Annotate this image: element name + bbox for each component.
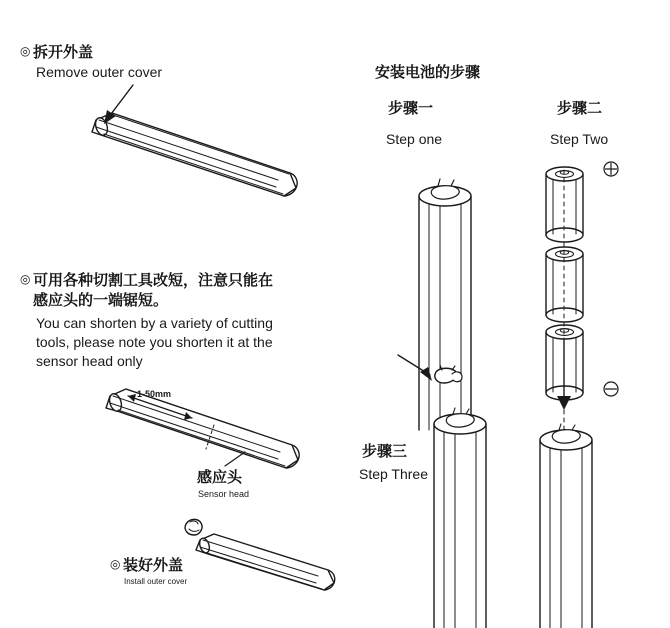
tube-install-cover [196, 534, 335, 590]
step-one-label-en: Step one [386, 131, 443, 147]
sensor-head-label-en: Sensor head [198, 489, 250, 499]
step-two-label-en: Step Two [550, 131, 609, 147]
install-cover-title-en: Install outer cover [124, 577, 188, 586]
tube-shorten [106, 389, 299, 468]
shorten-title-en-line1: You can shorten by a variety of cutting [36, 315, 273, 331]
step-one-detached-cap [398, 355, 462, 383]
step-one-label-cn: 步骤一 [388, 99, 434, 117]
cover-cap-piece [185, 519, 202, 535]
tube-remove-cover [92, 113, 297, 196]
shorten-title-en-line3: sensor head only [36, 353, 143, 369]
bullet-icon-remove-cover: ◎ [20, 44, 31, 58]
step-three-tube [434, 408, 486, 628]
remove-cover-title-cn: 拆开外盖 [33, 43, 94, 61]
shorten-title-cn-line1: 可用各种切割工具改短，注意只能在 [33, 271, 274, 289]
install-cover-title-cn: 装好外盖 [123, 556, 184, 574]
step-three-label-en: Step Three [359, 466, 429, 482]
bullet-icon-install-cover: ◎ [110, 557, 121, 571]
battery-section-title-cn: 安装电池的步骤 [375, 63, 481, 81]
remove-cover-title-en: Remove outer cover [36, 64, 163, 80]
step-three-label-cn: 步骤三 [362, 442, 408, 460]
step-two-batteries [546, 167, 583, 432]
shorten-title-cn-line2: 感应头的一端锯短。 [33, 291, 169, 309]
shorten-title-en-line2: tools, please note you shorten it at the [36, 334, 273, 350]
step-two-label-cn: 步骤二 [557, 99, 603, 117]
step-one-tube [419, 179, 471, 430]
step-two-destination-tube [540, 424, 592, 628]
polarity-symbols [604, 162, 618, 396]
leader-sensor-head [225, 452, 245, 466]
sensor-head-label-cn: 感应头 [197, 468, 243, 486]
bullet-icon-shorten: ◎ [20, 272, 31, 286]
dimension-label: 1-50mm [137, 389, 172, 399]
